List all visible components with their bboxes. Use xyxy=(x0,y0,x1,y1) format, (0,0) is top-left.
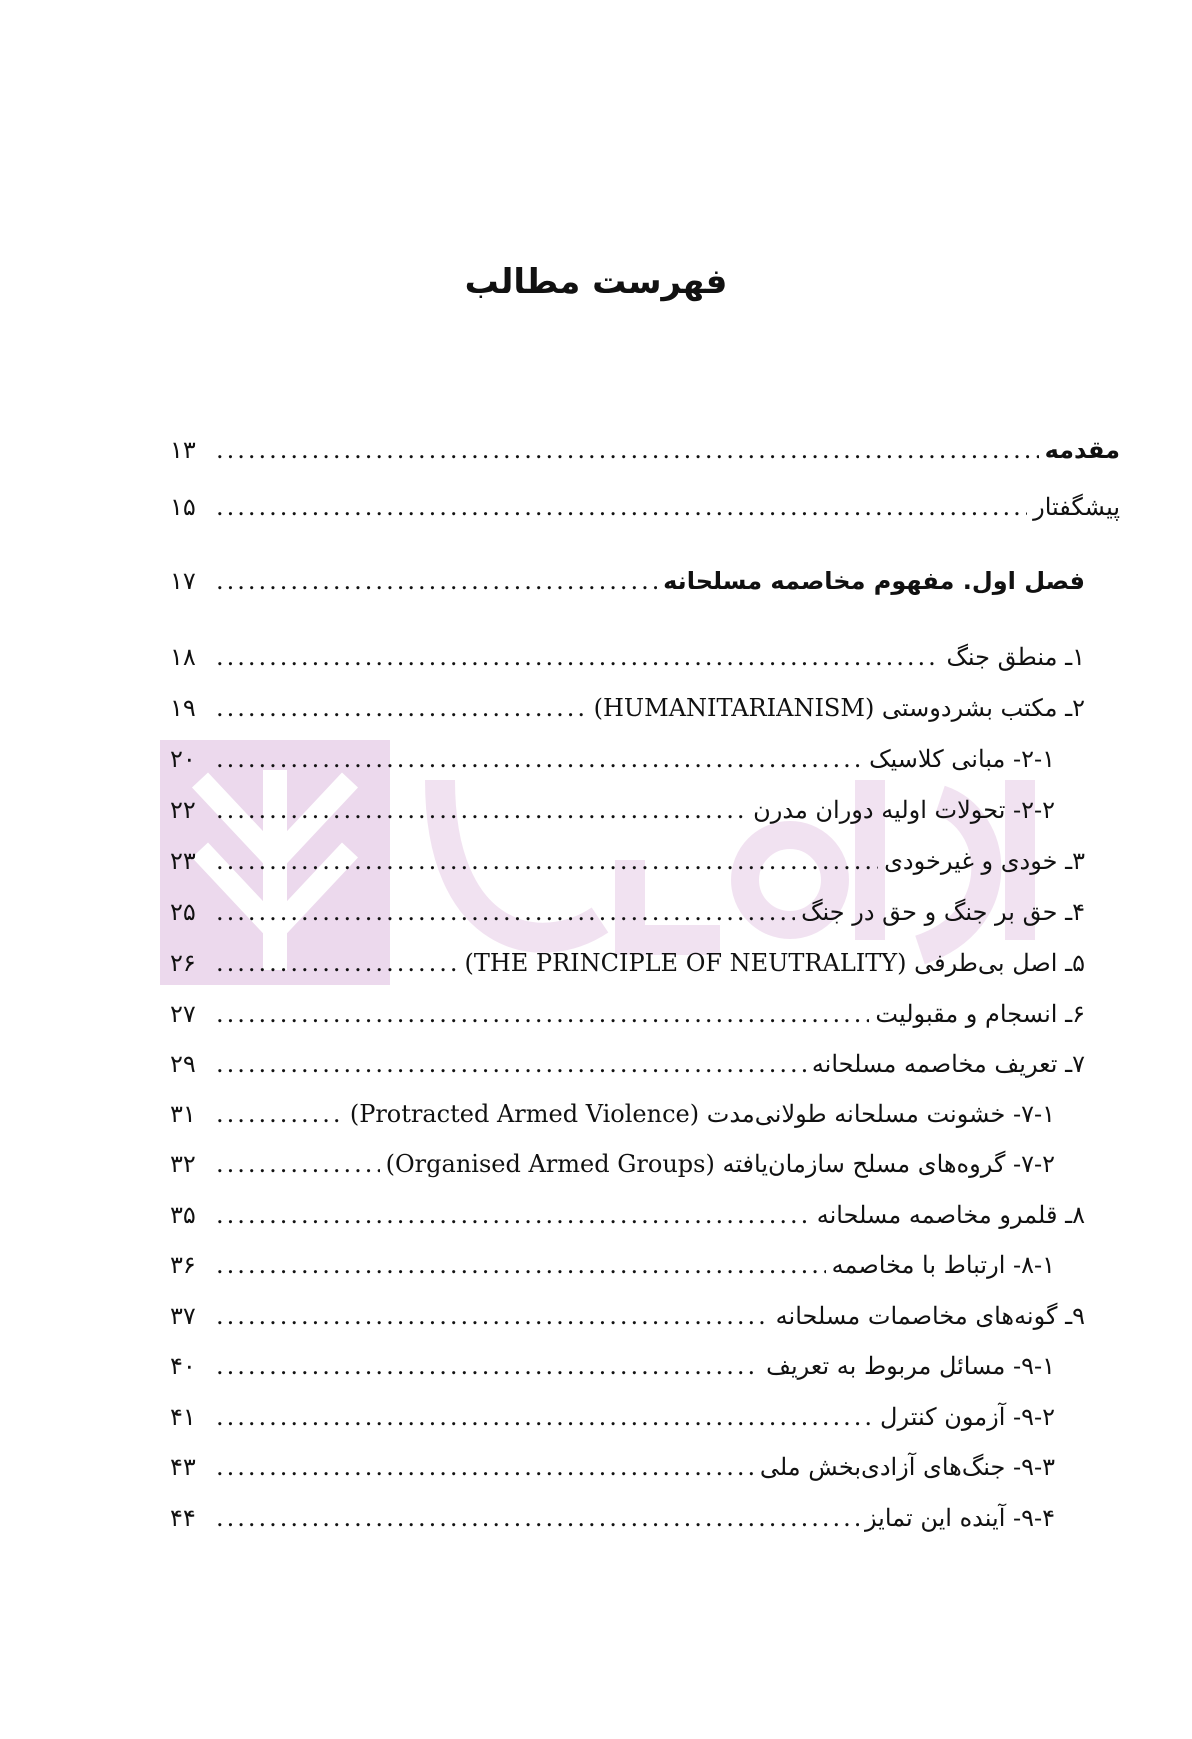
toc-entry-label: ۹ـ گونه‌های مخاصمات مسلحانه xyxy=(775,1302,1085,1330)
toc-entry xyxy=(170,1193,1120,1237)
toc-entry-page-number: ۴۱ xyxy=(170,1403,196,1431)
toc-entry-label: ۷-۱- خشونت مسلحانه طولانی‌مدت (Protracted Armed Violence) xyxy=(349,1100,1055,1128)
toc-entry xyxy=(170,941,1120,985)
toc-entry-page-number: ۱۹ xyxy=(170,694,196,722)
toc-leader-dots xyxy=(216,1294,770,1338)
toc-leader-dots xyxy=(216,428,1039,472)
toc-entry-page-number: ۱۵ xyxy=(170,493,196,521)
toc-leader-dots xyxy=(216,1092,344,1136)
toc-entry-page-number: ۲۵ xyxy=(170,898,196,926)
toc-entry xyxy=(170,559,1120,603)
toc-entry-label: ۹-۲- آزمون کنترل xyxy=(880,1403,1055,1431)
toc-leader-dots xyxy=(216,737,863,781)
toc-entry-label: ۵ـ اصل بی‌طرفی (THE PRINCIPLE OF NEUTRALITY) xyxy=(464,949,1085,977)
toc-entry xyxy=(170,839,1120,883)
toc-leader-dots xyxy=(216,890,795,934)
toc-entry xyxy=(170,737,1120,781)
toc-entry-label: ۹-۱- مسائل مربوط به تعریف xyxy=(766,1352,1055,1380)
toc-entry-label: ۲-۲- تحولات اولیه دوران مدرن xyxy=(753,796,1055,824)
toc-entry-page-number: ۳۲ xyxy=(170,1150,196,1178)
toc-entry-page-number: ۲۷ xyxy=(170,1000,196,1028)
toc-entry xyxy=(170,485,1120,529)
toc-entry-page-number: ۳۷ xyxy=(170,1302,196,1330)
toc-entry xyxy=(170,1142,1120,1186)
toc-entry xyxy=(170,788,1120,832)
toc-entry-page-number: ۲۰ xyxy=(170,745,196,773)
toc-leader-dots xyxy=(216,1496,859,1540)
toc-entry-label: ۴ـ حق بر جنگ و حق در جنگ xyxy=(801,898,1085,926)
page-title: فهرست مطالب xyxy=(464,262,728,302)
toc-entry xyxy=(170,686,1120,730)
toc-leader-dots xyxy=(216,1243,826,1287)
toc-entry-page-number: ۱۸ xyxy=(170,643,196,671)
toc-entry xyxy=(170,1496,1120,1540)
toc-entry-label: ۸-۱- ارتباط با مخاصمه xyxy=(831,1251,1055,1279)
toc-entry xyxy=(170,428,1120,472)
toc-entry-label: فصل اول. مفهوم مخاصمه مسلحانه xyxy=(663,567,1085,595)
toc-entry-label: ۲ـ مکتب بشردوستی (HUMANITARIANISM) xyxy=(593,694,1085,722)
toc-entry-page-number: ۴۳ xyxy=(170,1453,196,1481)
toc-entry-page-number: ۱۷ xyxy=(170,567,196,595)
toc-entry xyxy=(170,1294,1120,1338)
toc-entry-label: ۷ـ تعریف مخاصمه مسلحانه xyxy=(811,1050,1085,1078)
toc-entry-page-number: ۴۰ xyxy=(170,1352,196,1380)
toc-entry xyxy=(170,992,1120,1036)
toc-leader-dots xyxy=(216,839,878,883)
toc-entry-page-number: ۲۲ xyxy=(170,796,196,824)
toc-entry-label: ۲-۱- مبانی کلاسیک xyxy=(869,745,1055,773)
toc-entry-label: ۹-۳- جنگ‌های آزادی‌بخش ملی xyxy=(759,1453,1055,1481)
toc-entry-page-number: ۳۶ xyxy=(170,1251,196,1279)
toc-entry-page-number: ۳۵ xyxy=(170,1201,196,1229)
toc-leader-dots xyxy=(216,1445,754,1489)
toc-leader-dots xyxy=(216,635,940,679)
toc-entry-label: ۳ـ خودی و غیرخودی xyxy=(884,847,1085,875)
toc-entry-page-number: ۱۳ xyxy=(170,436,196,464)
toc-entry xyxy=(170,890,1120,934)
toc-leader-dots xyxy=(216,1193,811,1237)
toc-leader-dots xyxy=(216,559,657,603)
toc-leader-dots xyxy=(216,1042,806,1086)
toc-entry-label: پیشگفتار xyxy=(1033,493,1120,521)
toc-entry-page-number: ۲۹ xyxy=(170,1050,196,1078)
toc-leader-dots xyxy=(216,485,1027,529)
toc-entry-label: ۷-۲- گروه‌های مسلح سازمان‌یافته (Organised Armed Groups) xyxy=(385,1150,1055,1178)
toc-entry-label: ۸ـ قلمرو مخاصمه مسلحانه xyxy=(816,1201,1085,1229)
toc-leader-dots xyxy=(216,1344,760,1388)
toc-entry-page-number: ۳۱ xyxy=(170,1100,196,1128)
toc-leader-dots xyxy=(216,992,869,1036)
toc-leader-dots xyxy=(216,941,458,985)
toc-entry xyxy=(170,1243,1120,1287)
toc-leader-dots xyxy=(216,1395,874,1439)
toc-leader-dots xyxy=(216,686,588,730)
toc-entry-page-number: ۲۳ xyxy=(170,847,196,875)
toc-entry-label: ۶ـ انسجام و مقبولیت xyxy=(875,1000,1085,1028)
toc-leader-dots xyxy=(216,1142,380,1186)
toc-entry xyxy=(170,635,1120,679)
toc-entry-label: ۹-۴- آینده این تمایز xyxy=(864,1504,1055,1532)
toc-entry xyxy=(170,1395,1120,1439)
toc-entry xyxy=(170,1042,1120,1086)
toc-entry xyxy=(170,1445,1120,1489)
toc-entry-label: مقدمه xyxy=(1044,436,1120,464)
toc-entry-page-number: ۴۴ xyxy=(170,1504,196,1532)
toc-entry-label: ۱ـ منطق جنگ xyxy=(946,643,1085,671)
toc-entry-page-number: ۲۶ xyxy=(170,949,196,977)
toc-leader-dots xyxy=(216,788,747,832)
toc-entry xyxy=(170,1092,1120,1136)
toc-entry xyxy=(170,1344,1120,1388)
